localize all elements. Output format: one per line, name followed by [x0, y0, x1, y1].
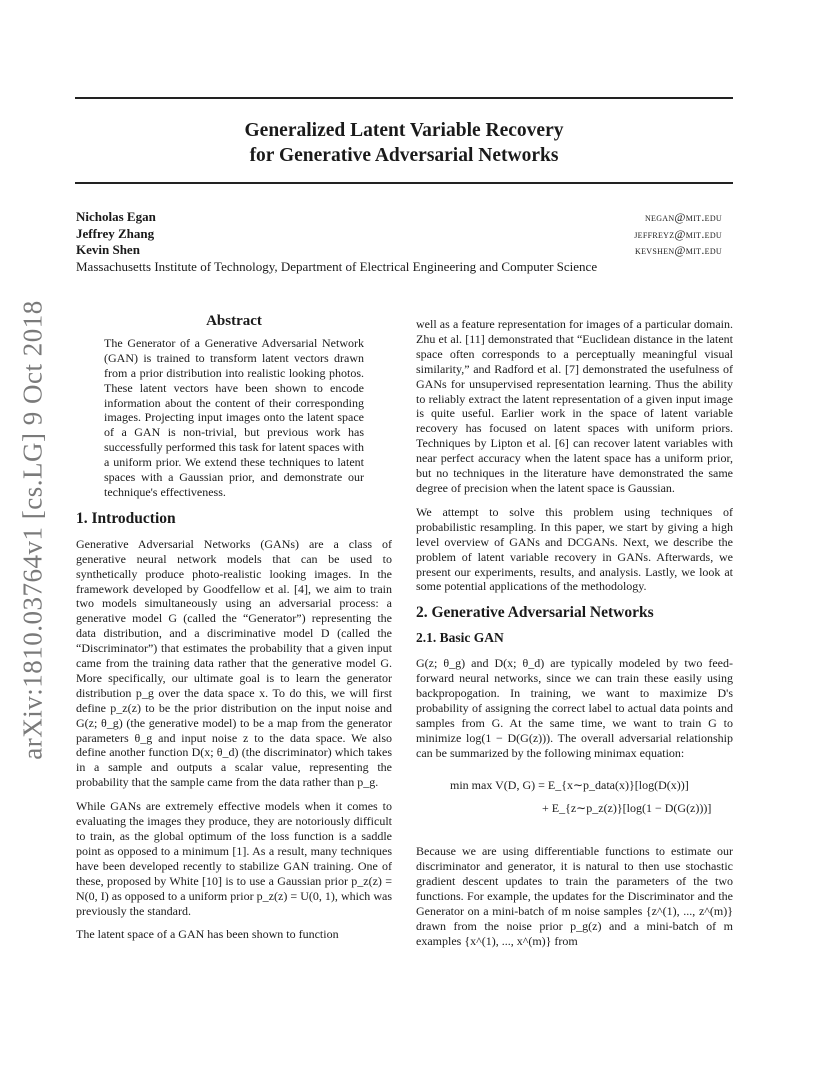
right-column [416, 317, 733, 958]
author-email[interactable]: negan@mit.edu [644, 210, 722, 224]
title-line-2: for Generative Adversarial Networks [249, 145, 559, 166]
intro-paragraph-5: We attempt to solve this problem using techniques of probabilistic resampling. In this paper, we start by giving a high level overview of GANs and DCGANs. Next, we describe the problem of latent variable recovery in GANs. Afterwards, we present our experiments, results, and analysis. Lastly, we look at some potential applications of the methodology. [416, 504, 733, 594]
left-column [76, 314, 392, 951]
minimax-equation [416, 774, 733, 830]
author-row [76, 242, 722, 259]
author-block [76, 209, 722, 275]
author-row [76, 209, 722, 226]
equation-line-1: min max V(D, G) = E_{x∼p_data(x)}[log(D(x))] [450, 778, 689, 793]
gan-paragraph-1: G(z; θ_g) and D(x; θ_d) are typically modeled by two feed-forward neural networks, since we can train these easily using backpropogation. In training, we want to maximize D's probability of assigning the correct label to actual data points and samples from G. At the same time, we want to train G to minimize log(1 − D(G(z))). The overall adversarial relationship can be summarized by the following minimax equation: [416, 656, 733, 760]
arxiv-stamp [8, 300, 58, 760]
author-row [76, 226, 722, 243]
section-1-heading: 1. Introduction [76, 509, 176, 527]
title-bottom-rule [75, 182, 733, 184]
abstract-heading: Abstract [206, 313, 262, 329]
author-name: Nicholas Egan [76, 209, 156, 224]
author-name: Kevin Shen [76, 242, 140, 257]
top-rule [75, 97, 733, 99]
intro-paragraph-4: well as a feature representation for images of a particular domain. Zhu et al. [11] demonstrated that “Euclidean distance in the latent space often corresponds to a perceptually meaningful visual similarity,” and Radford et al. [7] demonstrated the usefulness of GANs for unsupervised representation learning. Thus the ability to reliably extract the latent representation of a given input image is quite useful. Earlier work in the space of latent variable recovery has focused on latent spaces with uniform priors. Techniques by Lipton et al. [6] can recover latent variables with near perfect accuracy when the latent space has a uniform prior, but no techniques in the literature have demonstrated the same degree of precision when the latent space is Gaussian. [416, 317, 733, 495]
equation-line-2: + E_{z∼p_z(z)}[log(1 − D(G(z)))] [542, 801, 712, 816]
section-2-heading: 2. Generative Adversarial Networks [416, 604, 654, 622]
affiliation: Massachusetts Institute of Technology, Department of Electrical Engineering and Computer Science [76, 258, 598, 274]
section-2-1-heading: 2.1. Basic GAN [416, 630, 504, 646]
gan-paragraph-2: Because we are using differentiable functions to estimate our discriminator and generator, it is natural to then use stochastic gradient descent updates to train the parameters of the two functions. For example, the updates for the Discriminator and the Generator on a mini-batch of m noise samples {z^(1), ..., z^(m)} drawn from the noise prior p_g(z) and a mini-batch of m examples {x^(1), ..., x^(m)} from [416, 844, 733, 948]
abstract-text: The Generator of a Generative Adversarial Network (GAN) is trained to transform latent vectors drawn from a prior distribution into realistic looking photos. These latent vectors have been shown to encode information about the content of their corresponding images. Projecting input images onto the latent space of a GAN is non-trivial, but previous work has successfully performed this task for latent spaces with a uniform prior. We extend these techniques to latent spaces with a Gaussian prior, and demonstrate our technique's effectiveness. [104, 335, 364, 499]
intro-paragraph-2: While GANs are extremely effective models when it comes to evaluating the images they produce, they are notoriously difficult to train, as the global optimum of the loss function is a saddle point as opposed to a minimum [1]. As a result, many techniques have been developed recently to stabilize GAN training. One of these, proposed by White [10] is to use a Gaussian prior p_z(z) = N(0, I) as opposed to a uniform prior p_z(z) = U(0, 1), which was previously the standard. [76, 799, 392, 918]
author-email[interactable]: jeffreyz@mit.edu [634, 226, 722, 241]
intro-paragraph-3: The latent space of a GAN has been shown to function [76, 927, 339, 942]
arxiv-stamp-text: arXiv:1810.03764v1 [cs.LG] 9 Oct 2018 [17, 300, 48, 760]
author-email[interactable]: kevshen@mit.edu [635, 243, 722, 257]
title-line-1: Generalized Latent Variable Recovery [244, 120, 564, 141]
author-name: Jeffrey Zhang [76, 225, 155, 241]
paper-title [75, 118, 733, 168]
intro-paragraph-1: Generative Adversarial Networks (GANs) are a class of generative neural network models that can be used to synthetically produce photo-realistic looking images. In the framework developed by Goodfellow et al. [4], we aim to train two models simultaneously using an adversarial process: a generative model G (called the “Generator”) representing the data distribution, and a discriminative model D (called the “Discriminator”) that estimates the probability that a given input came from the training data rather that the generative model G. More specifically, our ultimate goal is to learn the generator distribution p_g over the data space x. To do this, we will first define p_z(z) to be the prior distribution on the input noise and G(z; θ_g) (the generative model) to be a map from the generator parameters θ_g and input noise z to the data space. We also define another function D(x; θ_d) (the discriminator) which takes in a sample and outputs a scalar value, representing the probability that the sample came from the data rather than p_g. [76, 536, 392, 790]
